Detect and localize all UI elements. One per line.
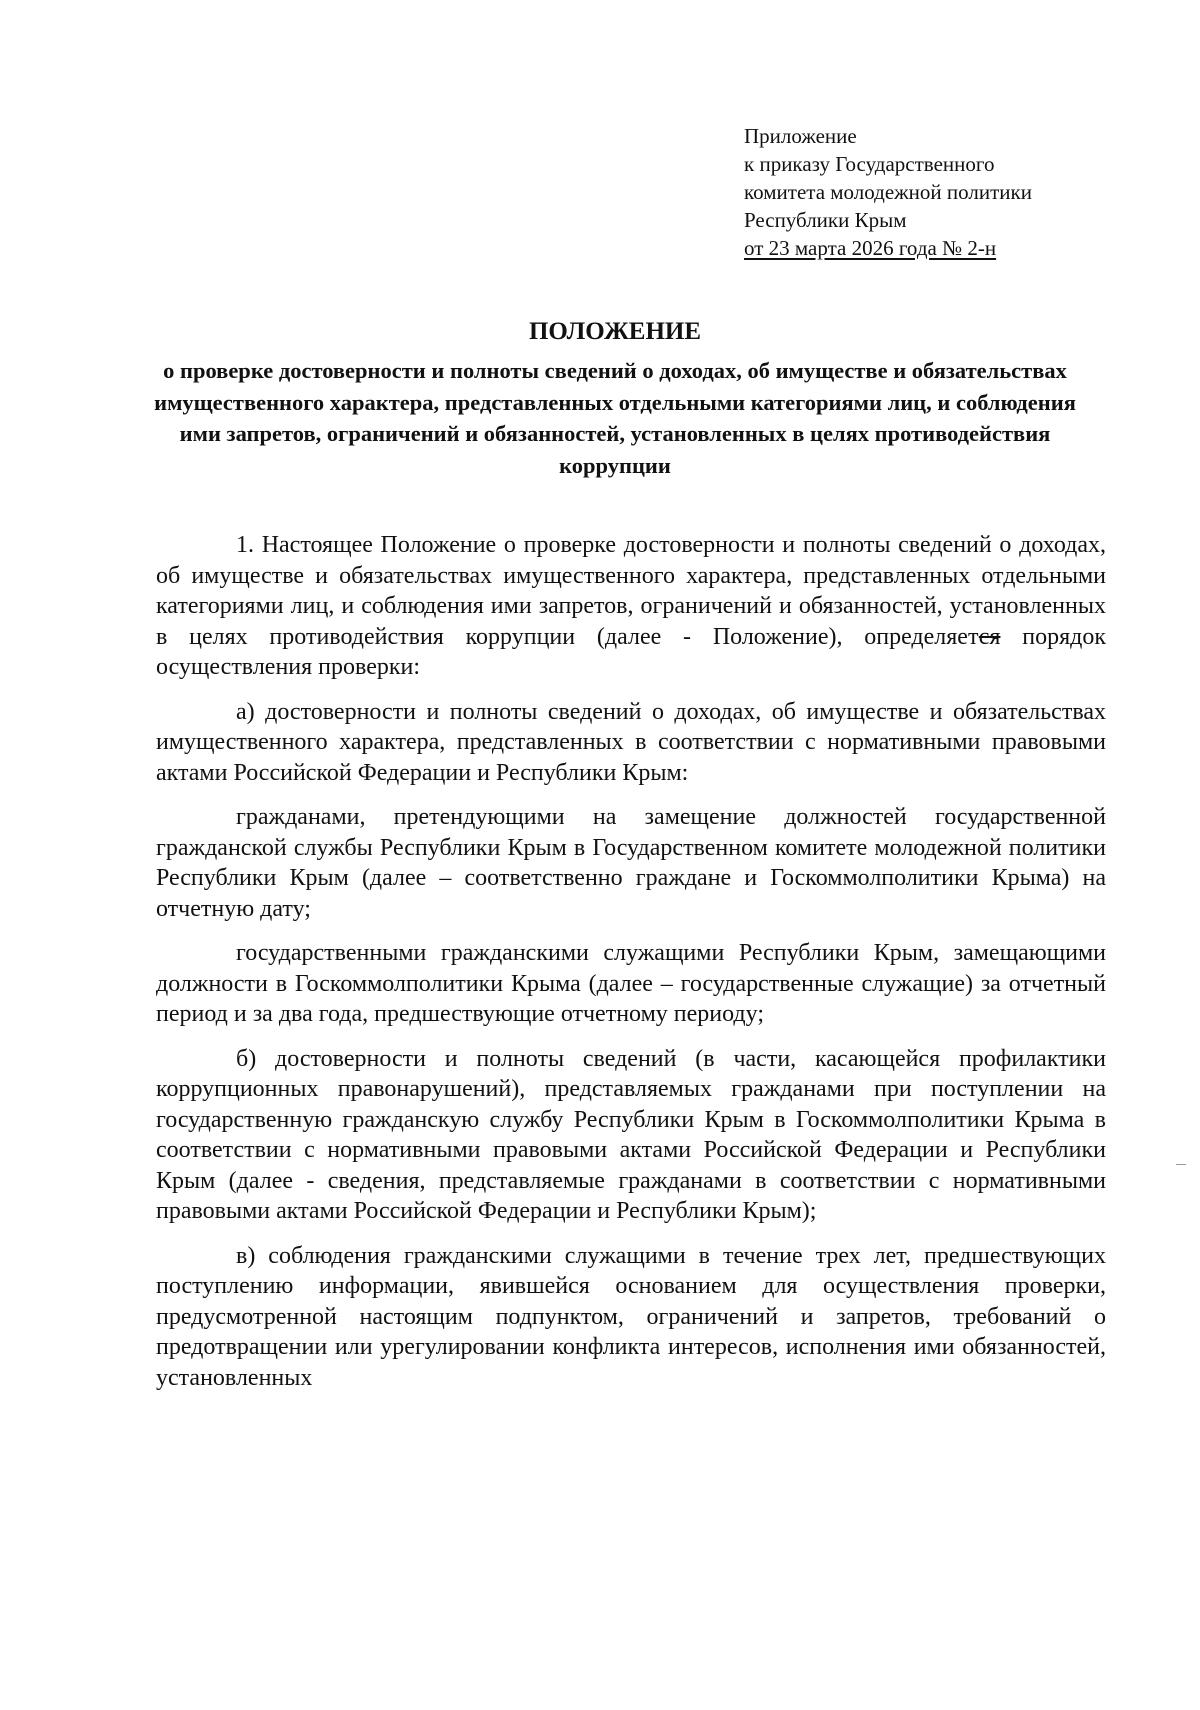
appendix-line-4: Республики Крым [744,208,907,232]
paragraph-citizens: гражданами, претендующими на замещение должностей государственной гражданской службы Республики Крым в Государственном комитете молодежной политики Республики Крым (далее – соответственно граждане и Госкоммолполитики Крыма) на отчетную дату; [156,804,1106,922]
margin-mark [1176,1164,1186,1165]
appendix-order-date: от 23 марта 2026 года № 2-н [744,236,997,260]
document-subtitle: о проверке достоверности и полноты сведений о доходах, об имуществе и обязательствах имущественного характера, представленных отдельными категориями лиц, и соблюдения ими запретов, ограничений и обязанностей, установленных в целях противодействия коррупции [154,358,1076,478]
paragraph-v: в) соблюдения гражданскими служащими в течение трех лет, предшествующих поступлению информации, явившейся основанием для осуществления проверки, предусмотренной настоящим подпунктом, ограничений и запретов, требований о предотвращении или урегулировании конфликта интересов, исполнения ими обязанностей, установленных [156,1242,1106,1391]
paragraph-a: а) достоверности и полноты сведений о доходах, об имуществе и обязательствах имущественного характера, представленных в соответствии с нормативными правовыми актами Российской Федерации и Республики Крым: [156,698,1106,786]
paragraph-1-text: 1. Настоящее Положение о проверке достоверности и полноты сведений о доходах, об имуществе и обязательствах имущественного характера, представленных отдельными категориями лиц, и соблюдения ими запретов, ограничений и обязанностей, установленных в целях противодействия коррупции (далее - Положение), определяет [156,532,1106,650]
struck-suffix: ся [978,623,1001,650]
title-block [140,315,1090,481]
document-title: ПОЛОЖЕНИЕ [528,318,702,345]
appendix-line-1: Приложение [744,124,857,148]
paragraph-1-end: порядок осуществления проверки: [156,623,1106,680]
paragraph-civil-servants: государственными гражданскими служащими Республики Крым, замещающими должности в Госкоммолполитики Крыма (далее – государственные служащие) за отчетный период и за два года, предшествующие отчетному периоду; [156,940,1106,1027]
paragraph-1 [156,530,1106,683]
appendix-block [744,122,1144,262]
appendix-line-3: комитета молодежной политики [744,180,1032,204]
document-body [156,530,1106,1407]
paragraph-b: б) достоверности и полноты сведений (в части, касающейся профилактики коррупционных правонарушений), представляемых гражданами при поступлении на государственную гражданскую службу Республики Крым в Госкоммолполитики Крыма в соответствии с нормативными правовыми актами Российской Федерации и Республики Крым (далее - сведения, представляемые гражданами в соответствии с нормативными правовыми актами Российской Федерации и Республики Крым); [156,1045,1106,1224]
appendix-line-2: к приказу Государственного [744,152,995,176]
